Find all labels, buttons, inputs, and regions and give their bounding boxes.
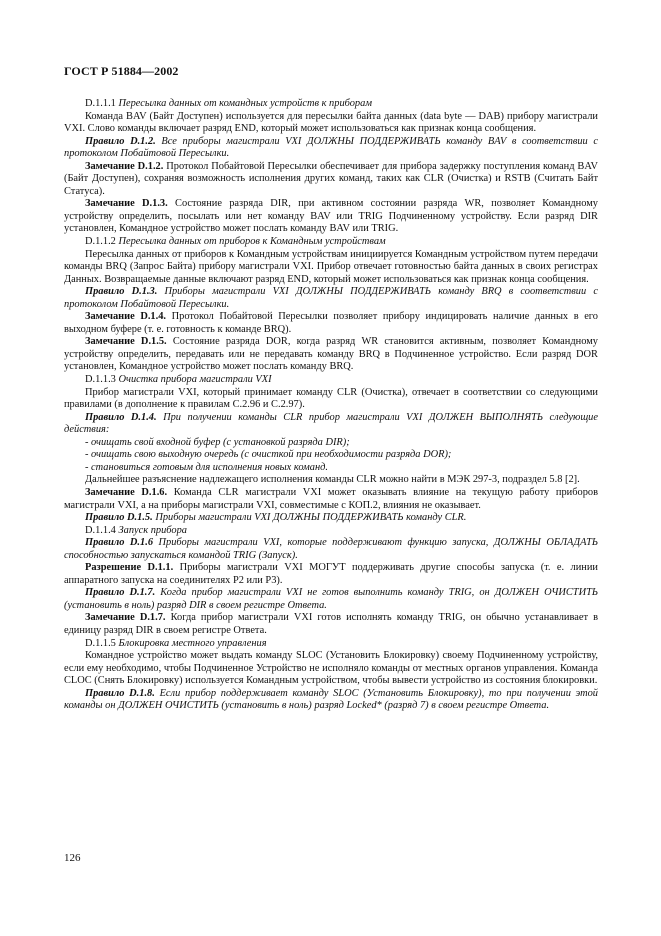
rule: Правило D.1.5. Приборы магистрали VXI ДОЛЖНЫ ПОДДЕРЖИВАТЬ команду CLR.: [85, 512, 467, 524]
rule: Правило D.1.4. При получении команды CLR прибор магистрали VXI ДОЛЖЕН ВЫПОЛНЯТЬ следующие действия:: [64, 411, 598, 436]
rule: Правило D.1.7. Когда прибор магистрали VXI не готов выполнить команду TRIG, он ДОЛЖЕН ОЧИСТИТЬ (установить в ноль) разряд DIR в своем регистре Ответа.: [64, 587, 598, 611]
note: Замечание D.1.7. Когда прибор магистрали VXI готов исполнять команду TRIG, он обычно устанавливает в единицу разряд DIR в своем регистре Ответа.: [64, 612, 598, 636]
permission: Разрешение D.1.1. Приборы магистрали VXI МОГУТ поддерживать другие способы запуска (т. е. линии аппаратного запуска на соединителях P2 или P3).: [64, 562, 598, 586]
rule: Правило D.1.2. Все приборы магистрали VXI ДОЛЖНЫ ПОДДЕРЖИВАТЬ команду BAV в соответствии с протоколом Побайтовой Пересылки.: [64, 135, 598, 160]
section-heading: D.1.1.4 Запуск прибора: [85, 524, 187, 536]
page-number: 126: [64, 852, 81, 864]
page-header: ГОСТ Р 51884—2002: [64, 64, 179, 78]
document-body: [64, 98, 598, 713]
paragraph: Командное устройство может выдать команду SLOC (Установить Блокировку) своему Подчиненному устройству, если ему необходимо, чтобы Подчиненное Устройство не исполняло команды от местных органов управления. Команда CLOC (Снять Блокировку) используется Командным устройством, чтобы вывести устройство из состояния блокировки.: [64, 650, 598, 687]
note: Замечание D.1.5. Состояние разряда DOR, когда разряд WR становится активным, позволяет Командному устройству определить, передавать или не передавать команду BRQ в Подчиненное устройство. Если разряд DOR установлен, Командное устройство может послать команду BRQ.: [64, 336, 598, 373]
note: Замечание D.1.3. Состояние разряда DIR, при активном состоянии разряда WR, позволяет Командному устройству определить, посылать или нет команду BAV или TRIG Подчиненному устройству. Если разряд DIR установлен, Командное устройство может послать команду BAV или TRIG.: [64, 198, 598, 235]
paragraph: Команда BAV (Байт Доступен) используется для пересылки байта данных (data byte — DAB) прибору магистрали VXI. Слово команды включает разряд END, который может использоваться как признак конца сообщения.: [64, 110, 598, 135]
rule: Правило D.1.6 Приборы магистрали VXI, которые поддерживают функцию запуска, ДОЛЖНЫ ОБЛАДАТЬ способностью запускаться командой TRIG (Запуск).: [64, 537, 598, 561]
list-item: - очищать свою выходную очередь (с очисткой при необходимости разряда DOR);: [85, 449, 452, 461]
note: Замечание D.1.6. Команда CLR магистрали VXI может оказывать влияние на текущую работу приборов магистрали VXI, а на приборы магистрали VXI, совместимые с КОП.2, влияния не оказывает.: [64, 486, 598, 511]
note: Замечание D.1.2. Протокол Побайтовой Пересылки обеспечивает для прибора задержку поступления команд BAV (Байт Доступен), сохраняя возможность исполнения других команд, таких как CLR (Очистка) и RSTB (Считать Байт Статуса).: [64, 160, 598, 197]
list-item: - очищать свой входной буфер (с установкой разряда DIR);: [85, 436, 350, 448]
paragraph: Дальнейшее разъяснение надлежащего исполнения команды CLR можно найти в МЭК 297-3, подраздел 5.8 [2].: [85, 474, 580, 486]
section-heading: D.1.1.5 Блокировка местного управления: [85, 637, 267, 649]
section-heading: D.1.1.2 Пересылка данных от приборов к Командным устройствам: [85, 236, 386, 248]
list-item: - становиться готовым для исполнения новых команд.: [85, 461, 328, 473]
rule: Правило D.1.8. Если прибор поддерживает команду SLOC (Установить Блокировку), то при получении этой команды он ДОЛЖЕН ОЧИСТИТЬ (установить в ноль) разряд Locked* (разряд 7) в своем регистре Ответа.: [64, 687, 598, 712]
rule: Правило D.1.3. Приборы магистрали VXI ДОЛЖНЫ ПОДДЕРЖИВАТЬ команду BRQ в соответствии с протоколом Побайтовой Пересылки.: [64, 286, 598, 310]
paragraph: Прибор магистрали VXI, который принимает команду CLR (Очистка), отвечает в соответствии со следующими правилами (в дополнение к правилам C.2.96 и C.2.97).: [64, 386, 598, 411]
section-heading: D.1.1.1 Пересылка данных от командных устройств к приборам: [85, 98, 372, 109]
paragraph: Пересылка данных от приборов к Командным устройствам инициируется Командным устройством путем передачи команды BRQ (Запрос Байта) прибору магистрали VXI. Прибор отвечает готовностью байта данных в своих регистрах Данных. Возвращаемые данные включают разряд END, который может использоваться как признак конца сообщения.: [64, 248, 598, 285]
section-heading: D.1.1.3 Очистка прибора магистрали VXI: [85, 374, 272, 386]
note: Замечание D.1.4. Протокол Побайтовой Пересылки позволяет прибору индицировать наличие данных в его выходном буфере (т. е. готовность к команде BRQ).: [64, 311, 599, 335]
